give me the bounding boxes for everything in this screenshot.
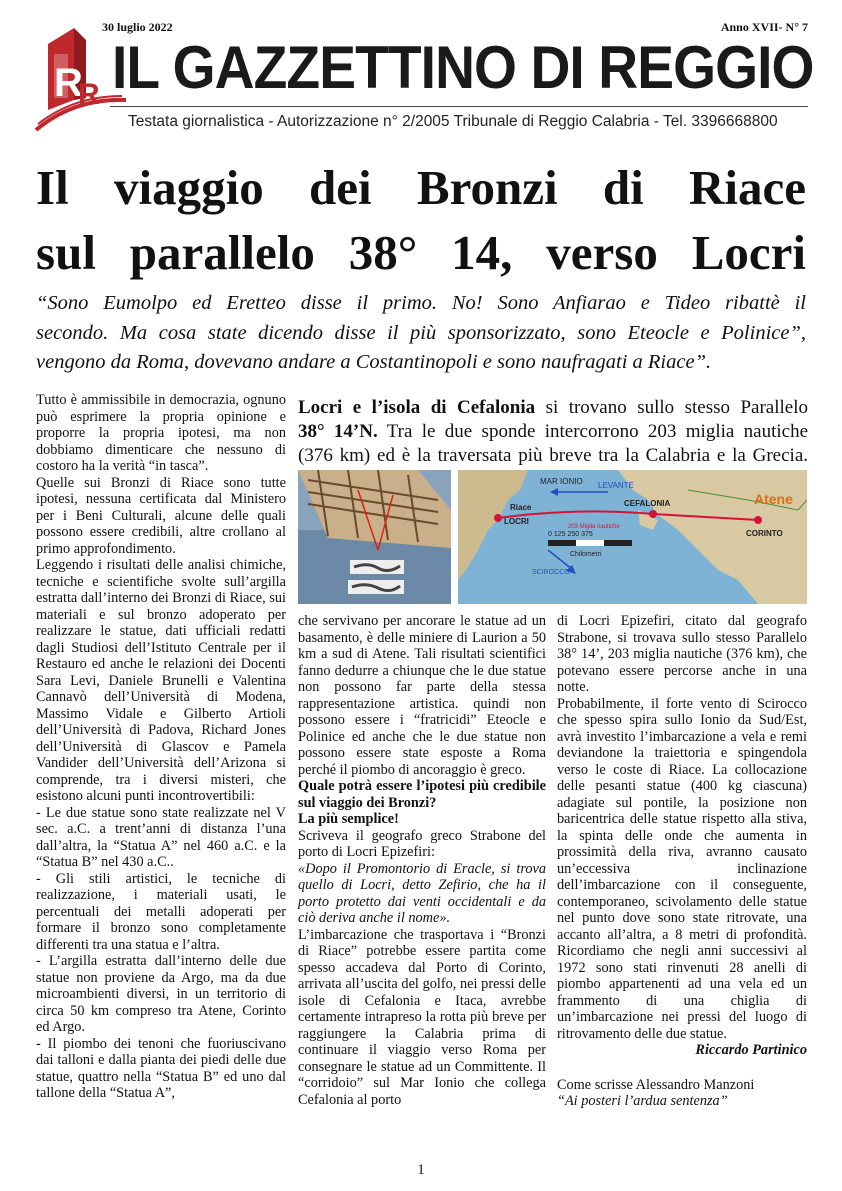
closing-quote: “Ai posteri l’ardua sentenza” (557, 1093, 728, 1109)
statues-photo (298, 470, 451, 604)
paragraph: - Il piombo dei tenoni che fuoriuscivano dai talloni e dalla pianta dei piedi delle due statue, quattro nella “Statua B” ed uno dal tallone della “Statua A”, (36, 1035, 286, 1101)
map-atene-label: Atene (754, 491, 793, 507)
article-headline (36, 155, 806, 285)
paragraph: L’imbarcazione che trasportava i “Bronzi di Riace” potrebbe essere partita come spesso accadeva dal Porto di Corinto, arrivata all’uscita del golfo, nei pressi delle isole di Cefalonia e Itaca, avrebbe certamente intrapreso la rotta più breve per raggiungere la Calabria prima di continuare il viaggio verso Roma per consegnare le statue ad un Committente. Il “corridoio” sul Mar Ionio che collega Cefalonia al porto (298, 926, 546, 1108)
closing-line: Come scrisse Alessandro Manzoni (557, 1076, 755, 1093)
paragraph: Leggendo i risultati delle analisi chimiche, tecniche e scientifiche svolte sull’argilla estratta dall’interno dei Bronzi di Riace, sui materiali e sul bronzo adoperato per realizzare le statue, dati ufficiali redatti dagli Studiosi dell’Istituto Centrale per il Restauro ed anche le relazioni dei Docenti Sara Levi, Daniele Brunelli e Valentina Cannavò dell’Università di Modena, Massimo Vidale e Gilberto Artioli dell’Università di Padova, Richard Jones dell’Università di Glascov e Pamela Vandider dell’Università dell’Arizona si comprende, tra i diversi misteri, che esistono alcuni punti incontrovertibili: (36, 557, 286, 804)
route-map (458, 470, 807, 604)
map-scirocco-label: SCIROCCO (532, 569, 570, 576)
article-lead (36, 289, 806, 378)
issue-number: Anno XVII- N° 7 (720, 20, 808, 34)
feature-title: Locri e l’isola di Cefalonia (298, 397, 536, 418)
feature-text-3: (376 km) ed è la traversata più breve tra la Calabria e la Grecia. (298, 444, 808, 466)
paragraph: - Le due statue sono state realizzate nel V sec. a.C. a trent’anni di distanza l’una dall’altra, la “Statua A” nel 460 a.C. e la “Statua B” nel 430 a.C.. (36, 804, 286, 870)
map-riace-label: Riace (510, 503, 532, 512)
masthead-title: IL GAZZETTINO DI REGGIO (112, 34, 814, 101)
feature-parallel: 38° 14’N. (298, 420, 378, 442)
paragraph: Tutto è ammissibile in democrazia, ognuno può esprimere la propria opinione e proporre la propria ipotesi, ma non dobbiamo dimenticare che nessuno di costoro ha la verità “in tasca”. (36, 392, 286, 474)
map-locri-label: LOCRI (504, 517, 529, 526)
author-signature: Riccardo Partinico (695, 1042, 807, 1058)
lead-line-1: “Sono Eumolpo ed Eretteo disse il primo. No! Sono Anfiarao e Tideo ribattè il (36, 292, 806, 314)
feature-text-2: Tra le due sponde intercorrono 203 miglia nautiche (377, 420, 808, 442)
quotation: «Dopo il Promontorio di Eracle, si trova quello di Locri, detto Zefirio, che ha il porto protetto dai venti occidentali e da ciò deriva anche il nome». (298, 860, 546, 926)
paragraph: - Gli stili artistici, le tecniche di realizzazione, i materiali usati, le percentuali dei metalli adoperati per formare il bronzo sono completamente differenti tra una statua e l’altra. (36, 870, 286, 953)
headline-line-2: sul parallelo 38° 14, verso Locri (36, 225, 806, 281)
page-number: 1 (417, 1162, 425, 1178)
map-corinto-label: CORINTO (746, 529, 783, 538)
subheading: Quale potrà essere l’ipotesi più credibile sul viaggio dei Bronzi? (298, 778, 546, 811)
map-levante-label: LEVANTE (598, 481, 634, 490)
paragraph: che servivano per ancorare le statue ad un basamento, è delle miniere di Laurion a 50 km a sud di Atene. Tali risultati scientifici fanno dedurre a chiunque che le due statue non possono far parte della stessa rappresentazione artistica. quindi non possono essere i “fratricidi” Eteocle e Polinice ed anche che le due statue non possono essere state esposte a Roma perché il piombo di ancoraggio è greco. (298, 613, 546, 778)
feature-text-1: si trovano sullo stesso Parallelo (535, 397, 808, 418)
lead-line-2: secondo. Ma cosa state dicendo disse il più sponsorizzato, sono Eteocle e Polinice”, (36, 321, 806, 344)
map-scale-unit: Chilometri (570, 551, 602, 558)
article-column-3 (557, 613, 807, 1110)
paragraph: Probabilmente, il forte vento di Scirocco che spesso spira sullo Ionio da Sud/Est, avrà investito l’imbarcazione a vela e remi deviandone la traiettoria e spingendola verso le coste di Riace. La collocazione delle pesanti statue (400 kg ciascuna) adagiate sul pontile, la posizione non baricentrica delle statue rispetto alla stiva, la spinta delle onde che aumenta in prossimità della riva, avranno causato un’eccessiva inclinazione dell’imbarcazione con il conseguente, contemporaneo, scivolamento delle statue nel punto dove sono state ritrovate, una accanto all’altra, a 8 metri di profondità. Ricordiamo che negli anni successivi al 1972 sono stati rinvenuti 28 anelli di piombo appartenenti ad una vela ed un frammento di una chiglia di un’imbarcazione nei pressi del luogo di ritrovamento delle due statue. (557, 695, 807, 1042)
map-sea-label: MAR IONIO (540, 477, 583, 486)
map-cefalonia-label: CEFALONIA (624, 499, 671, 508)
headline-line-1: Il viaggio dei Bronzi di Riace (36, 160, 806, 215)
masthead-subtitle: Testata giornalistica - Autorizzazione n° 2/2005 Tribunale di Reggio Calabria - Tel. 3396668800 (128, 113, 778, 130)
lead-line-3: vengono da Roma, dovevano andare a Costantinopoli e sono naufragati a Riace”. (36, 351, 712, 374)
masthead-divider (110, 106, 808, 107)
map-scale-ticks: 0 125 250 375 (548, 531, 593, 538)
issue-date: 30 luglio 2022 (102, 20, 173, 34)
feature-caption (298, 396, 808, 467)
paragraph: Quelle sui Bronzi di Riace sono tutte ipotesi, nessuna certificata dal Ministero per i Beni Culturali, alcune delle quali possono essere credibili, altre crollano al primo approfondimento. (36, 474, 286, 557)
svg-text:R: R (78, 78, 100, 111)
map-route-label: 203 Miglia nautiche (568, 524, 620, 530)
paragraph: di Locri Epizefiri, citato dal geografo Strabone, si trovava sullo stesso Parallelo 38° 14’, 203 miglia nautiche (376 km), che potevano essere percorse anche in una notte. (557, 613, 807, 695)
paragraph: - L’argilla estratta dall’interno delle due statue non proviene da Argo, ma da due microambienti diversi, in un territorio di circa 50 km compreso tra Atene, Corinto ed Argo. (36, 953, 286, 1035)
article-column-2 (298, 613, 546, 1108)
article-column-1 (36, 392, 286, 1102)
subheading: La più semplice! (298, 811, 399, 827)
paragraph: Scriveva il geografo greco Strabone del porto di Locri Epizefiri: (298, 827, 546, 860)
logo-letter: R (54, 61, 83, 105)
